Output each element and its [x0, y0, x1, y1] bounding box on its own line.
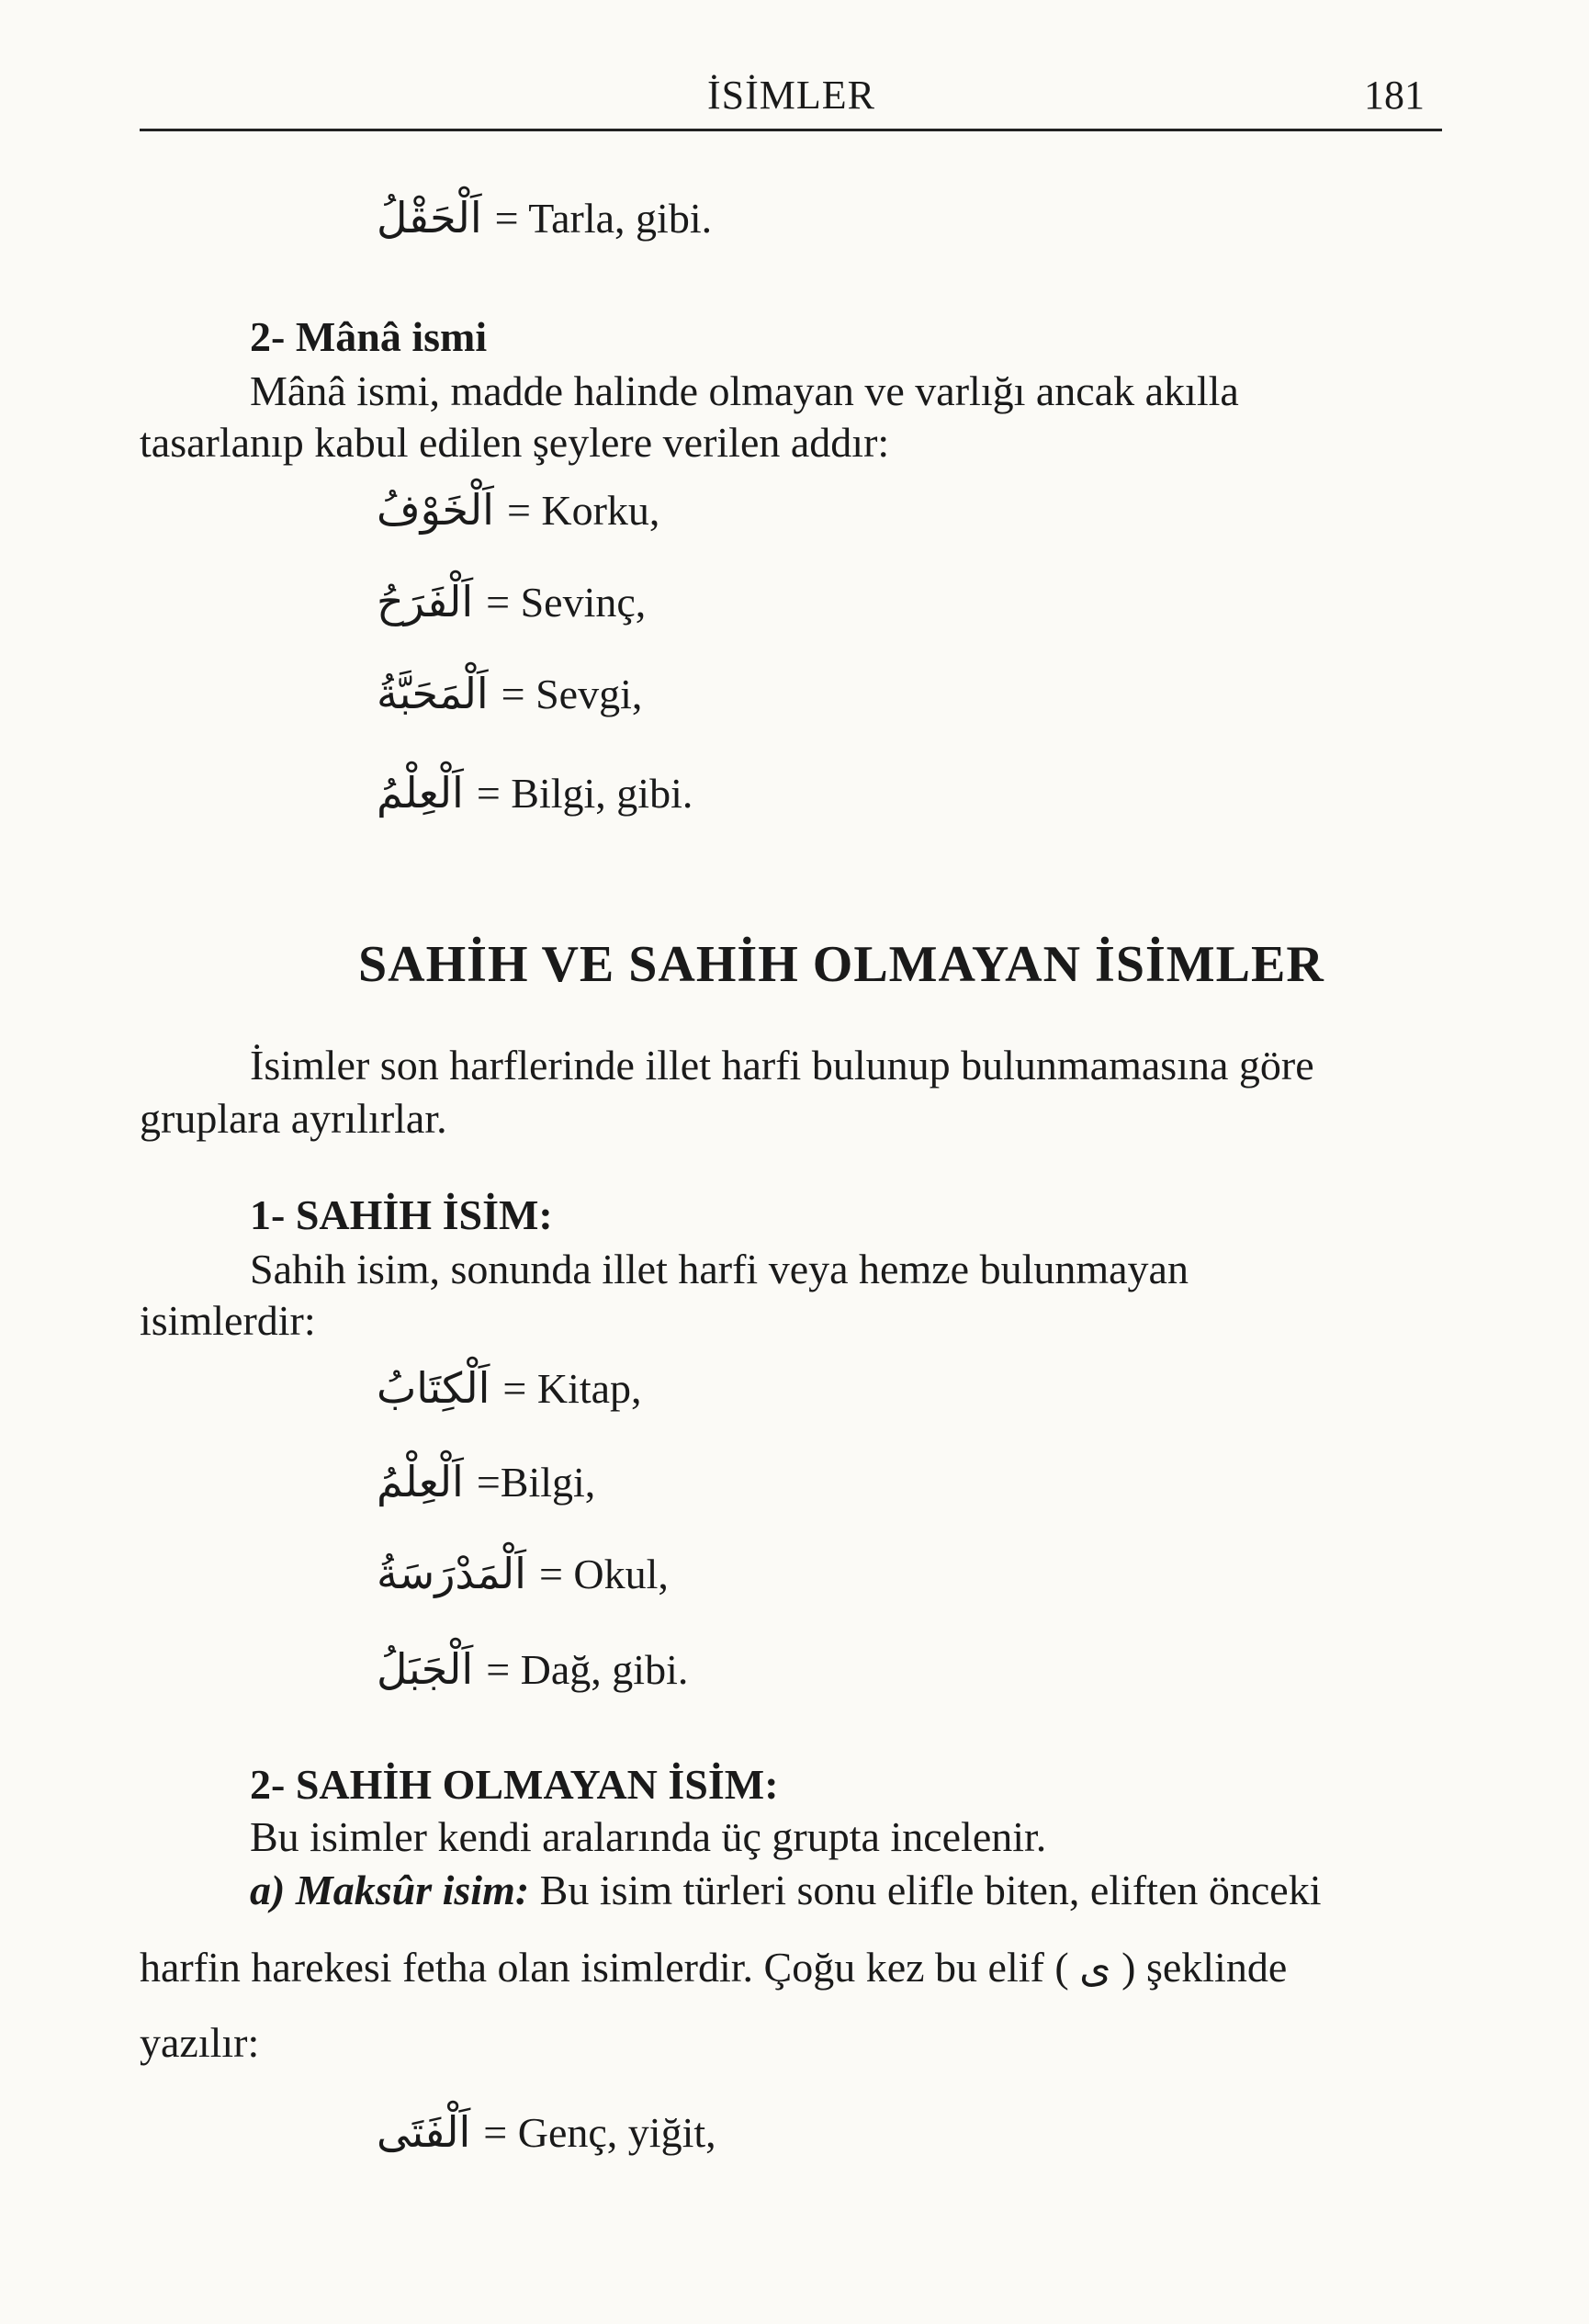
arabic-elif-maksura: ى [1079, 1945, 1111, 1991]
meaning: = Okul, [538, 1550, 669, 1597]
sahih-olmayan-line-1: Bu isimler kendi aralarında üç grupta incelenir. [250, 1813, 1047, 1860]
example-genc [377, 2107, 716, 2157]
arabic-word: اَلْفَتَى [377, 2107, 471, 2157]
arabic-word: اَلْمَدْرَسَةُ [377, 1549, 526, 1598]
arabic-word: اَلْفَرَحُ [377, 577, 474, 626]
arabic-word: اَلْحَقْلُ [377, 193, 482, 243]
arabic-word: اَلْخَوْفُ [377, 485, 494, 535]
example-dag [377, 1644, 688, 1694]
meaning: = Dağ, gibi. [486, 1645, 689, 1693]
section-heading: SAHİH VE SAHİH OLMAYAN İSİMLER [358, 936, 1324, 993]
maksur-label: a) Maksûr isim: [250, 1867, 530, 1913]
sahih-heading: 1- SAHİH İSİM: [250, 1191, 553, 1238]
mana-line-2: tasarlanıp kabul edilen şeylere verilen addır: [140, 419, 890, 466]
meaning: = Kitap, [502, 1364, 642, 1412]
meaning: = Bilgi, gibi. [476, 769, 693, 817]
meaning: = Korku, [506, 486, 660, 534]
meaning: = Genç, yiğit, [483, 2108, 716, 2156]
maksur-line-3 [140, 1942, 1442, 1994]
meaning: = Sevinç, [486, 578, 647, 626]
mana-heading: 2- Mânâ ismi [250, 313, 488, 360]
section-intro-line-2: gruplara ayrılırlar. [140, 1095, 447, 1142]
line3-after: ) şeklinde [1121, 1944, 1288, 1991]
mana-line-1: Mânâ ismi, madde halinde olmayan ve varlığı ancak akılla [250, 367, 1239, 414]
example-bilgi [377, 768, 693, 818]
arabic-word: اَلْعِلْمُ [377, 1457, 464, 1506]
header-rule [140, 129, 1442, 131]
arabic-word: اَلْكِتَابُ [377, 1363, 490, 1413]
maksur-line-4: yazılır: [140, 2019, 260, 2066]
sahih-olmayan-heading: 2- SAHİH OLMAYAN İSİM: [250, 1761, 779, 1808]
arabic-word: اَلْمَحَبَّةُ [377, 669, 489, 718]
sahih-line-2: isimlerdir: [140, 1297, 316, 1344]
maksur-text: Bu isim türleri sonu elifle biten, eliften önceki [539, 1867, 1322, 1913]
example-sevinc [377, 577, 646, 626]
meaning: = Sevgi, [501, 670, 643, 717]
meaning: =Bilgi, [476, 1458, 596, 1506]
arabic-word: اَلْعِلْمُ [377, 768, 464, 818]
line3-before: harfin harekesi fetha olan isimlerdir. Çoğu kez bu elif ( [140, 1944, 1069, 1991]
section-intro-line-1: İsimler son harflerinde illet harfi bulunup bulunmamasına göre [250, 1042, 1314, 1089]
example-tarla [377, 193, 712, 243]
example-kitap [377, 1363, 642, 1413]
example-okul [377, 1549, 669, 1598]
example-bilgi-2 [377, 1457, 595, 1506]
arabic-word: اَلْجَبَلُ [377, 1644, 474, 1694]
maksur-line [250, 1865, 1442, 1916]
meaning: = Tarla, gibi. [494, 194, 713, 242]
page-number: 181 [1364, 73, 1425, 118]
example-korku [377, 485, 659, 535]
sahih-line-1: Sahih isim, sonunda illet harfi veya hemze bulunmayan [250, 1246, 1189, 1292]
running-header-title: İSİMLER [707, 73, 875, 118]
example-sevgi [377, 669, 642, 718]
